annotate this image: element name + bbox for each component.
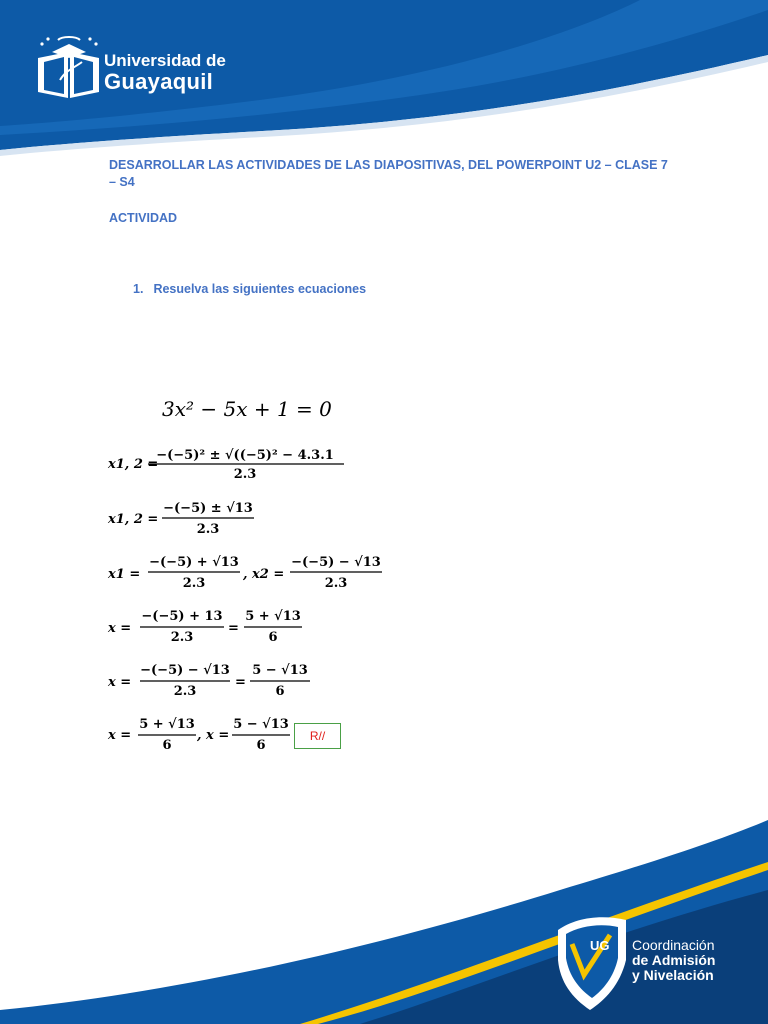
logo-line2: Guayaquil bbox=[104, 69, 214, 94]
eq5-numerator-b: 5 − √13 bbox=[252, 663, 308, 678]
eq3-numerator-a: −(−5) + √13 bbox=[149, 555, 239, 570]
eq2-numerator: −(−5) ± √13 bbox=[163, 501, 253, 516]
eq5-denominator-a: 2.3 bbox=[173, 684, 197, 699]
logo-line1: Universidad de bbox=[104, 51, 226, 70]
eq6-numerator-b: 5 − √13 bbox=[233, 717, 289, 732]
eq3-lhs: x1 = bbox=[108, 567, 141, 582]
badge-text: UG bbox=[590, 938, 610, 953]
footer-line3: y Nivelación bbox=[632, 967, 714, 983]
eq4-lhs: x = bbox=[108, 621, 132, 636]
equation-line-4 bbox=[107, 609, 302, 645]
eq4-denominator-b: 6 bbox=[268, 630, 278, 645]
equation-line-3 bbox=[107, 555, 382, 591]
eq5-lhs: x = bbox=[108, 675, 132, 690]
footer-line1: Coordinación bbox=[632, 937, 715, 953]
eq2-lhs: x1, 2 = bbox=[108, 512, 159, 527]
eq3-denominator-a: 2.3 bbox=[182, 576, 206, 591]
equation-line-6 bbox=[107, 717, 290, 753]
list-item-number: 1. bbox=[133, 282, 144, 296]
eq6-denominator-a: 6 bbox=[162, 738, 172, 753]
eq5-equals: = bbox=[235, 675, 246, 690]
admission-wordmark bbox=[632, 938, 716, 983]
list-item-text: Resuelva las siguientes ecuaciones bbox=[153, 282, 367, 296]
eq4-numerator-a: −(−5) + 13 bbox=[141, 609, 223, 624]
equation-line-5 bbox=[107, 663, 310, 699]
eq3-mid: , x2 = bbox=[243, 567, 285, 582]
eq6-numerator-a: 5 + √13 bbox=[139, 717, 195, 732]
eq2-denominator: 2.3 bbox=[196, 522, 220, 537]
main-equation: 3x² − 5x + 1 = 0 bbox=[162, 397, 332, 421]
eq1-denominator: 2.3 bbox=[233, 467, 257, 482]
eq5-numerator-a: −(−5) − √13 bbox=[140, 663, 230, 678]
eq4-denominator-a: 2.3 bbox=[170, 630, 194, 645]
answer-box: R// bbox=[294, 723, 341, 749]
eq1-lhs: x1, 2 = bbox=[108, 457, 159, 472]
eq6-lhs: x = bbox=[108, 728, 132, 743]
eq6-denominator-b: 6 bbox=[256, 738, 266, 753]
eq4-equals: = bbox=[228, 621, 239, 636]
eq4-numerator-b: 5 + √13 bbox=[245, 609, 301, 624]
section-heading: ACTIVIDAD bbox=[109, 211, 178, 225]
eq1-numerator: −(−5)² ± √((−5)² − 4.3.1 bbox=[156, 448, 334, 463]
footer-line2: de Admisión bbox=[632, 952, 716, 968]
eq3-denominator-b: 2.3 bbox=[324, 576, 348, 591]
equation-line-2 bbox=[107, 501, 254, 537]
document-title: DESARROLLAR LAS ACTIVIDADES DE LAS DIAPOSITIVAS, DEL POWERPOINT U2 – CLASE 7 – S4 bbox=[109, 158, 668, 189]
eq5-denominator-b: 6 bbox=[275, 684, 285, 699]
equation-line-1 bbox=[107, 448, 344, 482]
eq3-numerator-b: −(−5) − √13 bbox=[291, 555, 381, 570]
eq6-mid: , x = bbox=[197, 728, 230, 743]
